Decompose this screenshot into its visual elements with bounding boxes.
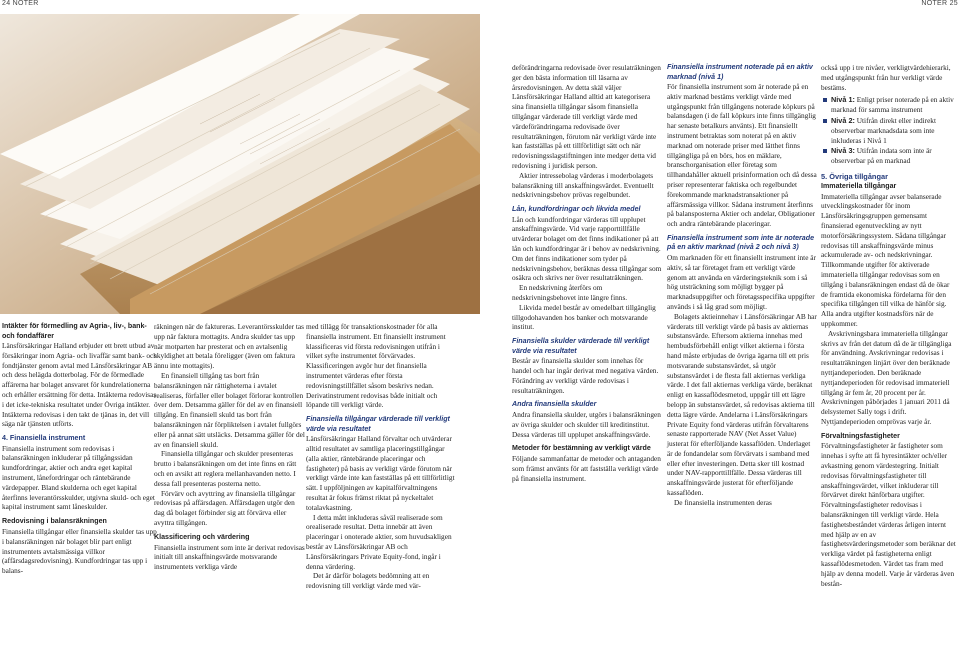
paragraph: deförändringarna redovisade över resulaträkningen ger den bästa information till läsarna av årsredovisningen. Av detta skäl väljer Länsförsäkringar Halland alltid att kategorisera sina finansiella tillgångar såsom finansiella tillgångar värderade till verkligt värde med värdeförändringarna redovisade över resultaträkningen, förutom när verkligt värde inte kan fastställas på ett tillförlitligt sätt och när redovisningsslagstiftningen inte medger detta vid redovisning i juridisk person. <box>512 63 661 170</box>
paragraph: Finansiella tillgångar och skulder presenteras brutto i balansräkningen om det inte finns en rätt och en avsikt att reglera mellanhavanden netto. I dessa fall presenteras posterna netto. <box>154 449 297 488</box>
paragraph: Följande sammanfattar de metoder och antaganden som främst använts för att fastställa verkligt värde på finansiella instrument. <box>512 454 661 483</box>
paragraph: Förvaltningsfastigheter är fastigheter som innehas i syfte att få hyresintäkter och/eller avkastning genom värdestegring. Initialt redovisas förvaltningsfastigheter till anskaffningsvärdet, vilket inkluderar till förvärvet direkt hänförbara utgifter. Förvaltningsfastigheter redovisas i balansräkningen till verkligt värde. Hela fastighetsbeståndet värderas årligen internt med hjälp av en av fastighetsvärderingsmetoder som beräknar det verkliga värdet på fastigheterna enligt kassaflödesmetoden. Värdet tas fram med hjälp av denna modell. Varje år värderas även bestån- <box>821 441 956 588</box>
list-item-label: Nivå 1: <box>831 95 855 105</box>
list-item-label: Nivå 2: <box>831 115 855 125</box>
paragraph: Om marknaden för ett finansiellt instrument inte är aktiv, så tar företaget fram ett verkligt värde genom att använda en värderingsteknik som i så hög utsträckning som möjligt bygger på marknadsuppgifter och företagsspecifika uppgifter används i så låg grad som möjligt. <box>667 252 816 311</box>
section-heading-intakter: Intäkter för förmedling av Agria-, liv-, bank- och fondaffärer <box>2 322 147 340</box>
paragraph: De finansiella instrumenten deras <box>674 497 772 507</box>
subheading-niva-1: Finansiella instrument noterade på en aktiv marknad (nivå 1) <box>667 63 813 81</box>
subheading-finansiella-skulder: Finansiella skulder värderade till verkligt värde via resultatet <box>512 337 650 355</box>
subheading-lan-kundfordringar: Lån, kundfordringar och likvida medel <box>512 205 641 214</box>
paragraph: Länsförsäkringar Halland förvaltar och utvärderar alltid resultatet av samtliga placeringstillgångar (alla aktier, räntebärande placeringar och fastigheter) på basis av verkligt värde förutom när verkligt värde inte kan fastställas på ett tillförlitligt sätt. I uppföljningen av kapitalförvaltningens resultat är fokus främst riktat på nyckeltalet totalavkastning. <box>306 434 455 512</box>
text-column-5 <box>667 63 817 508</box>
text-column-6 <box>821 63 958 588</box>
paragraph: Finansiella instrument som inte är derivat redovisas initialt till anskaffningsvärde motsvarande instrumentets verkliga värde <box>154 542 305 572</box>
text-column-3 <box>306 322 458 591</box>
subheading-forvaltningsfastigheter: Förvaltningsfastigheter <box>821 431 900 440</box>
paragraph: Immateriella tillgångar avser balanserade utvecklingskostnader för inom Länsförsäkringsgruppen gemensamt finansierad egenutveckling av nytt motorförsäkringssystem. Sådana tillgångar redovisas till anskaffningsvärde minus ackumulerade av- och nedskrivningar. Tillkommande utgifter för aktiverade immateriella tillgångar redovisas som en tillgång i balansräkningen endast då de ökar de framtida ekonomiska fördelarna för den specifika tillgången till vilka de hänför sig. Alla andra utgifter kostnadsförs när de uppkommer. <box>821 191 950 328</box>
paragraph: med tillägg för transaktionskostnader för alla finansiella instrument. Ett finansiellt instrument klassificeras vid första redovisningen utifrån i vilket syfte instrumentet förvärvades. Klassificeringen avgör hur det finansiella instrumentet värderas efter första redovisningstillfället såsom beskrivs nedan. Derivatinstrument redovisas både initialt och löpande till verkligt värde. <box>306 322 446 410</box>
list-item-text: Enligt priser noterade på en aktiv marknad för samma instrument <box>831 95 954 115</box>
paragraph: Likvida medel består av omedelbart tillgänglig tillgodohavanden hos banker och motsvarande institut. <box>512 302 656 332</box>
page-number-right: NOTER 25 <box>921 0 958 7</box>
paragraph: Finansiella tillgångar eller finansiella skulder tas upp i balansräkningen när bolaget blir part enligt instrumentets avtalsmässiga villkor (affärsdagsredovisning). Kundfordringar tas upp i balans- <box>2 527 157 576</box>
document-stack-photo <box>0 14 480 314</box>
section-heading-finansiella-instrument: 4. Finansiella instrument <box>2 434 86 443</box>
paragraph: Lån och kundfordringar värderas till upplupet anskaffningsvärde. Vid varje rapporttillfälle utvärderar bolaget om det finns indikationer på att lån och kundfordringar är i behov av nedskrivning. Om det finns indikationer som tyder på nedskrivningsbehov, beräknas dessa tillgångar som osäkra och skrivs ner över resultaträkningen. <box>512 214 662 283</box>
text-column-4 <box>512 63 662 483</box>
paragraph: I detta mått inkluderas såväl realiserade som orealiserade resultat. Detta innebär att även placeringar i onoterade aktier, som huvudsakligen består av Länsförsäkringar AB och Länsförsäkringars Private Equity-fond, ingår i denna värdering. <box>306 512 452 571</box>
paragraph: Det är därför bolagets bedömning att en redovisning till verkligt värde med vär- <box>306 571 430 591</box>
paragraph: också upp i tre nivåer, verkligtvärdehierarki, med utgångspunkt från hur verkligt värde bestäms. <box>821 63 951 92</box>
paragraph: Bolagets aktieinnehav i Länsförsäkringar AB har värderats till verkligt värde på basis av aktiernas substansvärde. Eftersom aktierna innehas med hembudsförbehåll enligt vilket aktierna i första hand måste erbjudas de övriga ägarna till ett pris motsvarande substansvärdet, så utgör substansvärdet i de flesta fall aktiernas verkliga värde. I det fall aktiernas verkliga värde, beräknat enligt en kassaflödesmetod, uppgår till ett lägre belopp än substansvärdet, så redovisas aktierna till detta lägre värde. Andelarna i Länsförsäkringars Private Equity fond värderas utifrån förvaltarens senaste rapporterade NAV (Net Asset Value) justerat för efterföljande kassaflöden. Underlaget är de fondandelar som förvärvats i samband med eller efter investeringen. Detta sker till kostnad under NAV-rapporttillfälle. Dessa värderas till anskaffningsvärde justerat för efterföljande kassaflöden. <box>667 311 817 498</box>
section-heading-ovriga-tillgangar: 5. Övriga tillgångar <box>821 171 888 181</box>
paper-stack-illustration <box>0 14 480 314</box>
text-column-2 <box>154 322 306 572</box>
list-item <box>831 116 958 145</box>
paragraph: Finansiella instrument som redovisas i balansräkningen inkluderar på tillgångssidan kundfordringar, aktier och andra eget kapital instrument, lånefordringar och räntebärande värdepapper. Bland skulderna och eget kapital återfinns leverantörsskulder, utgivna skuld- och eget kapital instrument samt låneskulder. <box>2 443 155 512</box>
paragraph: Avskrivningsbara immateriella tillgångar skrivs av från det datum då de är tillgängliga för användning. Avskrivningar redovisas i resultaträkningen linjärt över den beräknade nyttjandeperioden. Den beräknade nyttjandeperioden för redovisad immateriell tillgång är fem år, 20 procent per år. Avskrivningen påbörjades 1 januari 2011 då delsystemet Sally togs i drift. Nyttjandeperioden omprövas varje år. <box>821 328 952 426</box>
paragraph: räkningen när de faktureras. Leverantörsskulder tas upp när faktura mottagits. Andra skulder tas upp när motparten har presterat och en avtalsenlig skyldighet att betala föreligger (även om faktura ännu inte mottagits). <box>154 322 304 371</box>
list-item <box>831 146 958 166</box>
subheading-andra-skulder: Andra finansiella skulder <box>512 400 597 409</box>
list-item-text: Utifrån direkt eller indirekt observerbar marknadsdata som inte inkluderas i Nivå 1 <box>831 115 936 145</box>
paragraph: För finansiella instrument som är noterade på en aktiv marknad bestäms verkligt värde med utgångspunkt från tillgångens noterade köpkurs på balansdagen (i de fall köpkurs inte finns tillgänglig har senaste betalkurs använts). Ett finansiellt instrument betraktas som noterat på en aktiv marknad om noterade priser med lätthet finns tillgängliga på en börs, hos en mäklare, branschorganisation eller företag som tillhandahåller aktuell prisinformation och då dessa priser representerar faktiska och regelbundet förekommande marknadstransaktioner på affärsmässiga villkor. Sådana instrument återfinns på balansposterna Aktier och andelar, Obligationer och andra räntebärande placeringar. <box>667 82 817 229</box>
paragraph: Länsförsäkringar Halland erbjuder ett brett utbud av försäkringar inom Agria- och livaffär samt bank- och fondtjänster genom avtal med Länsförsäkringar AB och dess helägda dotterbolag. För de förmedlade affärerna har bolaget ansvaret för kundrelationerna och erhåller ersättning för detta. Intäkterna redovisas i det icke-tekniska resultatet under Övriga intäkter. Intäkterna redovisas i den takt de tjänas in, det vill säga när tjänsten utförts. <box>2 341 157 429</box>
subheading-niva-2-3: Finansiella instrument som inte är noterade på en aktiv marknad (nivå 2 och nivå 3) <box>667 233 815 252</box>
list-item <box>831 95 958 115</box>
subheading-metoder: Metoder för bestämning av verkligt värde <box>512 444 651 453</box>
subheading-verkligt-varde: Finansiella tillgångar värderade till verkligt värde via resultatet <box>306 415 450 433</box>
paragraph: En nedskrivning återförs om nedskrivningsbehovet inte längre finns. <box>512 283 628 303</box>
subheading-immateriella: Immateriella tillgångar <box>821 181 897 190</box>
paragraph: En finansiell tillgång tas bort från balansräkningen när rättigheterna i avtalet realiseras, förfaller eller bolaget förlorar kontrollen över dem. Detsamma gäller för del av en finansiell tillgång. En finansiell skuld tas bort från balansräkningen när förpliktelsen i avtalet fullgörs eller på annat sätt utsläcks. Detsamma gäller för del av en finansiell skuld. <box>154 370 305 449</box>
hierarchy-list <box>821 95 958 166</box>
list-item-text: Utifrån indata som inte är observerbar på en marknad <box>831 146 932 166</box>
text-column-1 <box>2 322 158 576</box>
subheading-redovisning: Redovisning i balansräkningen <box>2 517 107 526</box>
paragraph: Aktier intressebolag värderas i moderbolagets balansräkning till anskaffningsvärdet. Eventuellt nedskrivningsbehov prövas regelbundet. <box>512 170 654 200</box>
paragraph: Andra finansiella skulder, utgörs i balansräkningen av övriga skulder och skulder till kreditinstitut. Dessa värderas till upplupet anskaffningsvärde. <box>512 409 661 439</box>
list-item-label: Nivå 3: <box>831 146 855 156</box>
paragraph: Består av finansiella skulder som innehas för handel och har ingår derivat med negativa värden. Förändring av verkligt värde redovisas i resultaträkningen. <box>512 356 659 395</box>
subheading-klassificering: Klassificering och värdering <box>154 532 250 541</box>
paragraph: Förvärv och avyttring av finansiella tillgångar redovisas på affärsdagen. Affärsdagen utgör den dag då bolaget förbinder sig att förvärva eller avyttra tillgången. <box>154 488 296 527</box>
page-number-left: 24 NOTER <box>2 0 39 7</box>
